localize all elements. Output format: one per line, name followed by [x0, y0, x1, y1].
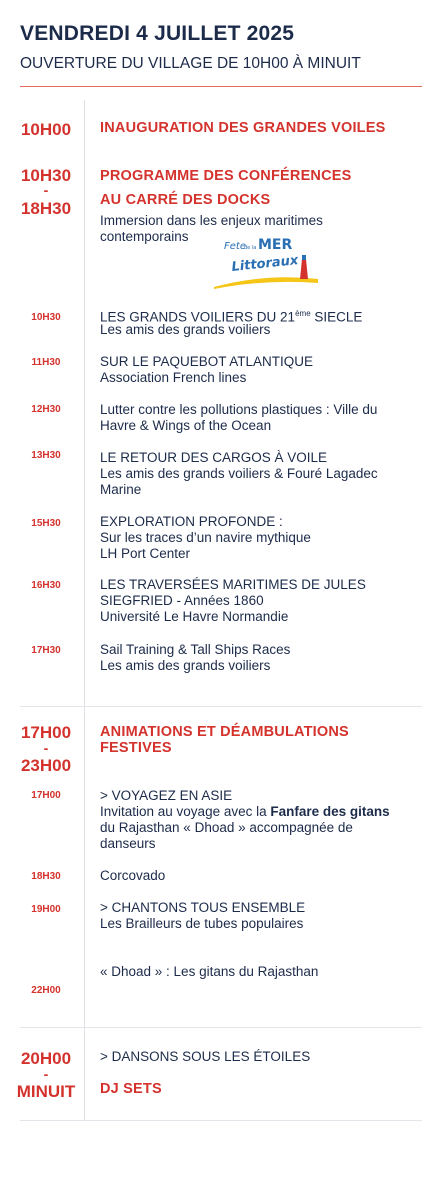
event-organizer: Association French lines: [100, 370, 247, 385]
schedule-time-dash: -: [43, 1066, 49, 1082]
column-divider: [84, 100, 85, 706]
event-description: danseurs: [100, 836, 156, 851]
schedule-time: 18H30: [31, 871, 61, 882]
event-title: PROGRAMME DES CONFÉRENCES: [100, 168, 352, 184]
schedule-time-start: 17H00: [20, 723, 72, 742]
event-title: SIEGFRIED - Années 1860: [100, 593, 264, 608]
schedule-time: 17H30: [31, 645, 61, 656]
event-description: contemporains: [100, 229, 189, 244]
event-title: > CHANTONS TOUS ENSEMBLE: [100, 900, 306, 915]
event-title: Sail Training & Tall Ships Races: [100, 642, 291, 657]
section-divider: [20, 1027, 422, 1028]
event-title: Corcovado: [100, 868, 166, 883]
event-organizer: Les amis des grands voiliers: [100, 322, 271, 337]
event-title: FESTIVES: [100, 740, 172, 756]
event-organizer: Université Le Havre Normandie: [100, 609, 289, 624]
schedule-time-end: 18H30: [20, 199, 72, 218]
event-description: Immersion dans les enjeux maritimes: [100, 213, 323, 228]
event-title: ANIMATIONS ET DÉAMBULATIONS: [100, 724, 349, 740]
schedule-time-end: MINUIT: [16, 1082, 76, 1101]
event-title: DJ SETS: [100, 1081, 162, 1097]
column-divider: [84, 1028, 85, 1120]
schedule-time: 22H00: [31, 985, 61, 996]
event-description: Invitation au voyage avec la Fanfare des gitans: [100, 804, 390, 819]
event-title: AU CARRÉ DES DOCKS: [100, 192, 271, 208]
event-organizer: LH Port Center: [100, 546, 191, 561]
page-title: VENDREDI 4 JUILLET 2025: [20, 22, 295, 45]
event-title: LES TRAVERSÉES MARITIMES DE JULES: [100, 577, 366, 592]
column-divider: [84, 707, 85, 1027]
svg-text:de la: de la: [244, 245, 257, 251]
section-divider: [20, 706, 422, 707]
svg-text:Fete: Fete: [224, 241, 246, 252]
event-title: INAUGURATION DES GRANDES VOILES: [100, 120, 386, 136]
event-title: > DANSONS SOUS LES ÉTOILES: [100, 1049, 311, 1064]
section-divider: [20, 1120, 422, 1121]
header-divider: [20, 86, 422, 87]
schedule-time: 15H30: [31, 518, 61, 529]
schedule-time-start: 10H30: [20, 166, 72, 185]
event-title: Lutter contre les pollutions plastiques : Ville du: [100, 402, 378, 417]
event-organizer: Les amis des grands voiliers: [100, 658, 271, 673]
event-title: Havre & Wings of the Ocean: [100, 418, 272, 433]
schedule-time: 12H30: [31, 404, 61, 415]
svg-text:Littoraux: Littoraux: [230, 253, 299, 275]
schedule-time-start: 20H00: [20, 1049, 72, 1068]
schedule-time-dash: -: [43, 740, 49, 756]
event-organizer: Les amis des grands voiliers & Fouré Lagadec: [100, 466, 378, 481]
svg-text:MER: MER: [258, 237, 293, 253]
schedule-time-dash: -: [43, 182, 49, 198]
schedule-time: 10H30: [31, 312, 61, 323]
schedule-time-end: 23H00: [20, 756, 72, 775]
fete-de-la-mer-logo: [206, 229, 326, 291]
event-organizer: Marine: [100, 482, 142, 497]
event-description: Sur les traces d’un navire mythique: [100, 530, 311, 545]
schedule-time: 19H00: [31, 904, 61, 915]
schedule-time: 13H30: [31, 450, 61, 461]
event-title: LES GRANDS VOILIERS DU 21ème SIECLE: [100, 309, 363, 325]
page-subtitle: OUVERTURE DU VILLAGE DE 10H00 À MINUIT: [20, 55, 361, 72]
schedule-time: 16H30: [31, 580, 61, 591]
schedule-time: 17H00: [31, 790, 61, 801]
event-title: SUR LE PAQUEBOT ATLANTIQUE: [100, 354, 314, 369]
event-organizer: Les Brailleurs de tubes populaires: [100, 916, 304, 931]
event-title: > VOYAGEZ EN ASIE: [100, 788, 233, 803]
event-title: « Dhoad » : Les gitans du Rajasthan: [100, 964, 319, 979]
schedule-time: 10H00: [20, 120, 72, 139]
event-description: du Rajasthan « Dhoad » accompagnée de: [100, 820, 353, 835]
schedule-time: 11H30: [31, 357, 61, 368]
event-title: EXPLORATION PROFONDE :: [100, 514, 283, 529]
event-title: LE RETOUR DES CARGOS À VOILE: [100, 450, 328, 465]
